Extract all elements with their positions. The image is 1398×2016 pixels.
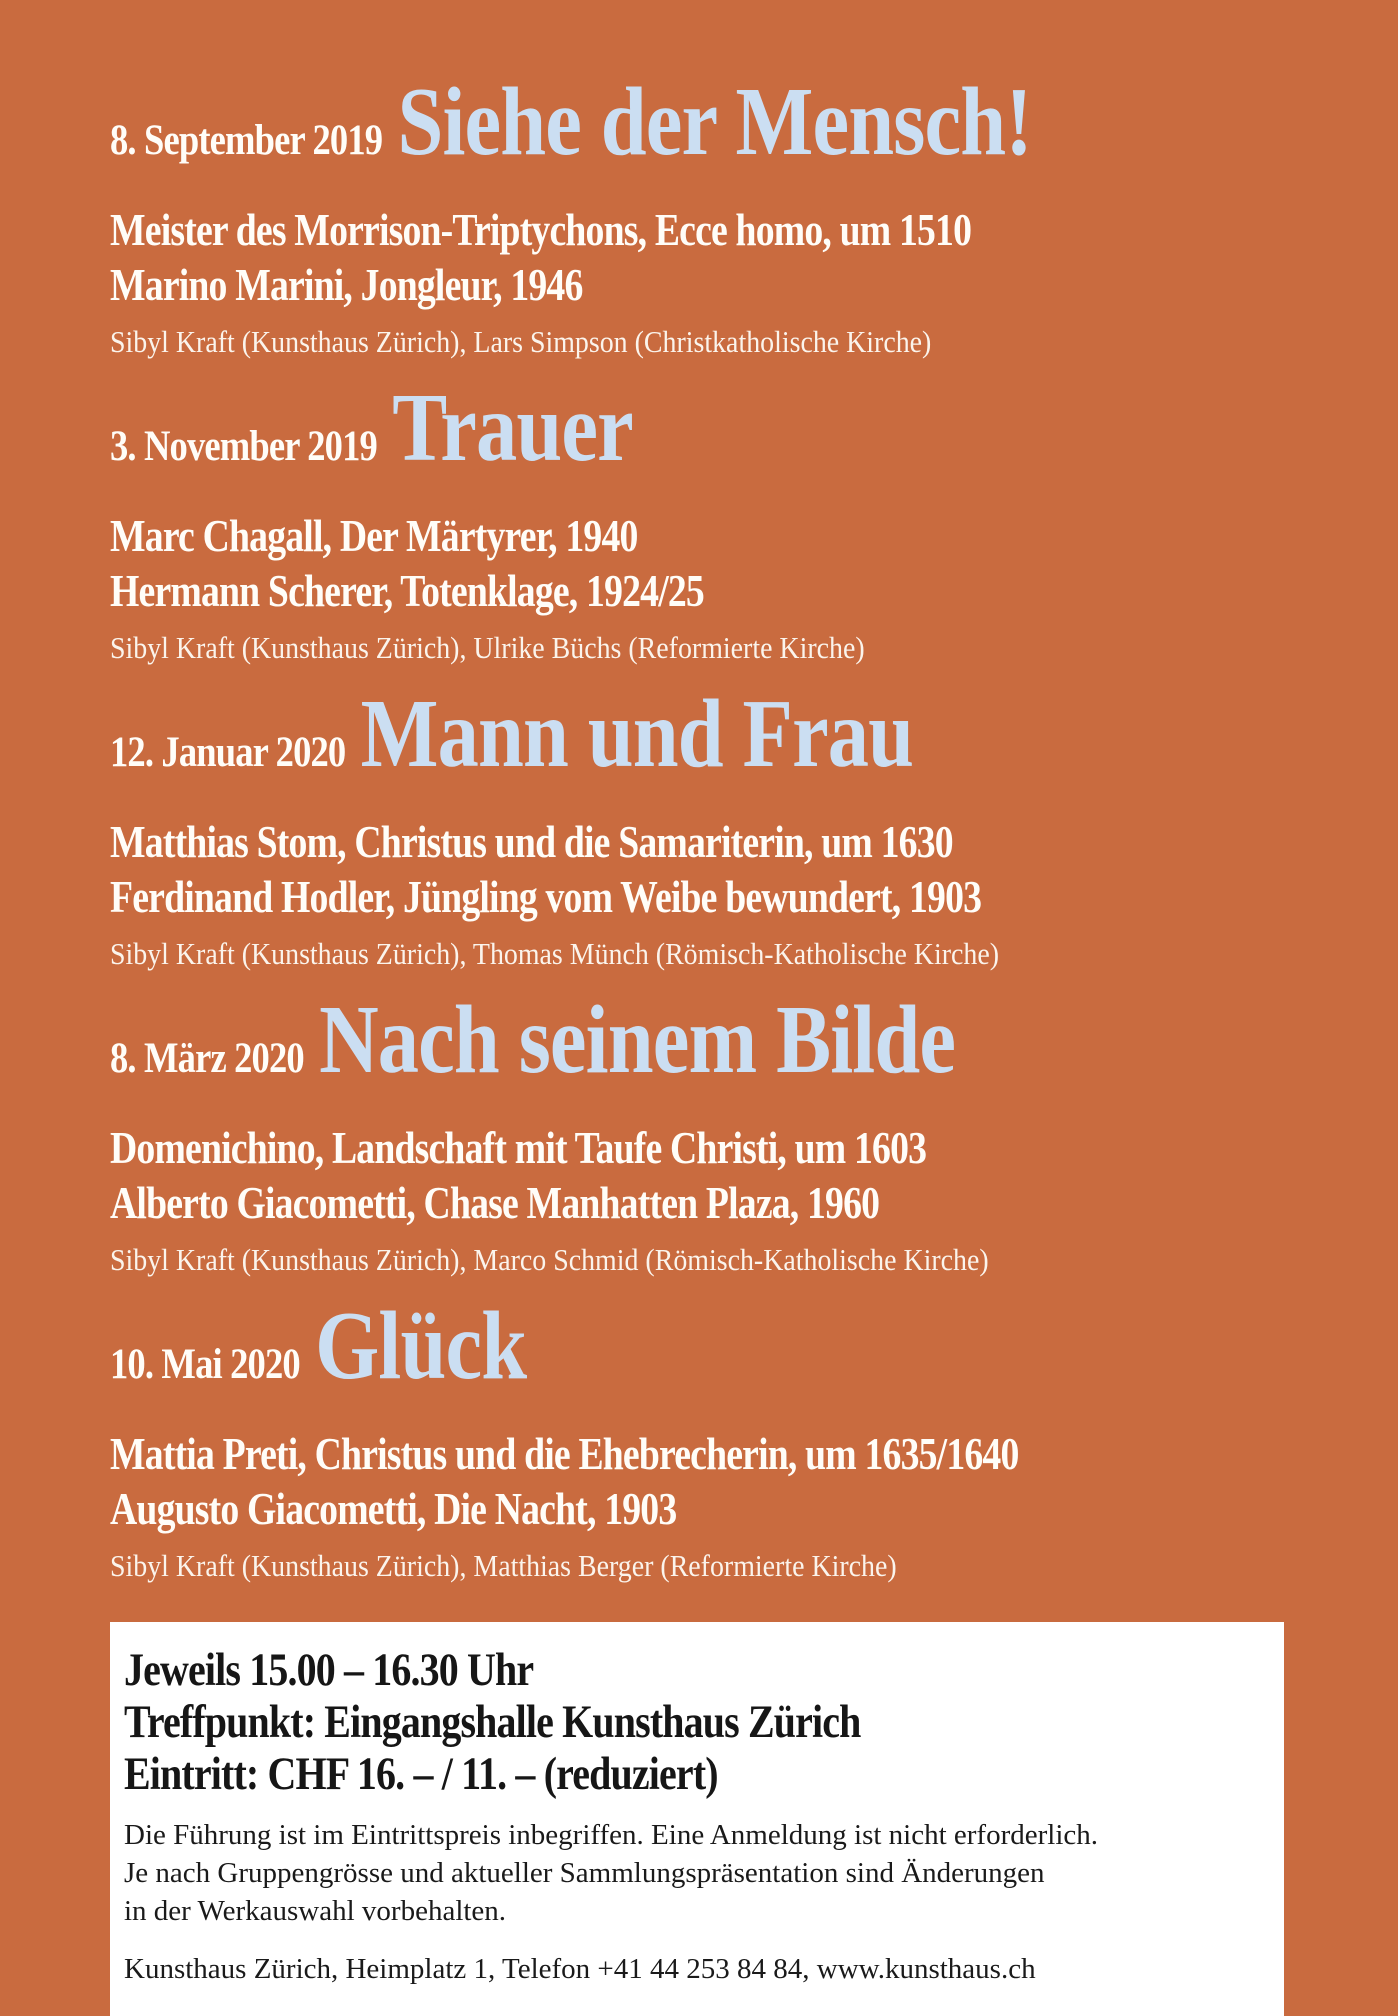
info-note-line-3: in der Werkauswahl vorbehalten. [124,1895,507,1927]
event-block-4 [110,988,1398,1280]
event-date: 12. Januar 2020 [110,729,346,776]
event-headline [110,682,1205,814]
info-box [110,1622,1284,2016]
event-title: Nach seinem Bilde [319,986,956,1093]
event-work-2: Augusto Giacometti, Die Nacht, 1903 [110,1483,677,1534]
event-work-1: Mattia Preti, Christus und die Ehebrecherin, um 1635/1640 [110,1428,1019,1479]
event-headline [110,1294,1205,1426]
event-speakers: Sibyl Kraft (Kunsthaus Zürich), Thomas Münch (Römisch-Katholische Kirche) [110,936,1000,971]
event-work-2: Marino Marini, Jongleur, 1946 [110,259,583,310]
event-speakers: Sibyl Kraft (Kunsthaus Zürich), Ulrike Büchs (Reformierte Kirche) [110,630,865,665]
event-speakers: Sibyl Kraft (Kunsthaus Zürich), Marco Schmid (Römisch-Katholische Kirche) [110,1242,989,1277]
event-block-1 [110,70,1398,362]
event-title: Trauer [392,374,633,481]
event-headline [110,70,1205,202]
event-work-1: Domenichino, Landschaft mit Taufe Christi, um 1603 [110,1122,927,1173]
event-work-1: Matthias Stom, Christus und die Samariterin, um 1630 [110,816,953,867]
event-title: Siehe der Mensch! [397,68,1032,175]
info-note-line-2: Je nach Gruppengrösse und aktueller Sammlungspräsentation sind Änderungen [124,1857,1045,1889]
event-work-2: Ferdinand Hodler, Jüngling vom Weibe bewundert, 1903 [110,871,982,922]
event-block-3 [110,682,1398,974]
info-meeting-point: Treffpunkt: Eingangshalle Kunsthaus Zürich [124,1696,861,1748]
info-note [124,1816,1264,1930]
event-block-5 [110,1294,1398,1586]
event-date: 3. November 2019 [110,423,377,470]
event-block-2 [110,376,1398,668]
info-contact: Kunsthaus Zürich, Heimplatz 1, Telefon +41 44 253 84 84, www.kunsthaus.ch [124,1953,1036,1985]
event-title: Glück [315,1292,527,1399]
info-time: Jeweils 15.00 – 16.30 Uhr [124,1644,534,1696]
event-title: Mann und Frau [360,680,914,787]
event-speakers: Sibyl Kraft (Kunsthaus Zürich), Lars Simpson (Christkatholische Kirche) [110,324,932,359]
info-note-line-1: Die Führung ist im Eintrittspreis inbegriffen. Eine Anmeldung ist nicht erforderlich. [124,1819,1099,1851]
event-work-2: Alberto Giacometti, Chase Manhatten Plaza, 1960 [110,1177,880,1228]
event-headline [110,376,1205,508]
event-work-1: Marc Chagall, Der Märtyrer, 1940 [110,510,638,561]
event-work-2: Hermann Scherer, Totenklage, 1924/25 [110,565,704,616]
event-list [110,70,1398,1586]
event-work-1: Meister des Morrison-Triptychons, Ecce homo, um 1510 [110,204,972,255]
event-date: 8. März 2020 [110,1035,304,1082]
event-date: 10. Mai 2020 [110,1341,300,1388]
event-date: 8. September 2019 [110,117,383,164]
info-admission: Eintritt: CHF 16. – / 11. – (reduziert) [124,1748,718,1800]
event-headline [110,988,1205,1120]
event-speakers: Sibyl Kraft (Kunsthaus Zürich), Matthias Berger (Reformierte Kirche) [110,1548,897,1583]
